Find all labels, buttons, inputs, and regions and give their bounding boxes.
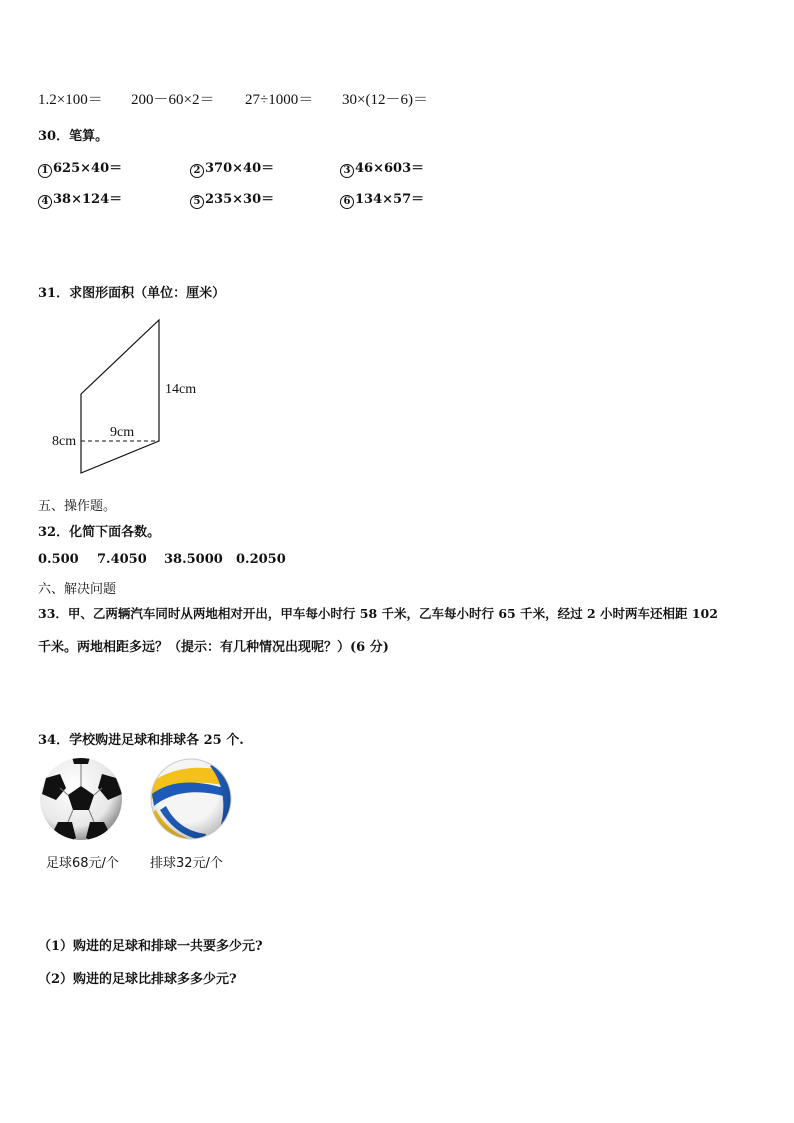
section-5-heading: 五、操作题。 <box>38 499 117 514</box>
trapezoid-figure <box>40 312 220 482</box>
football-caption: 足球68元/个 <box>46 856 119 871</box>
q34-sub-1: （1）购进的足球和排球一共要多少元? <box>38 939 263 954</box>
q32-title: 32．化简下面各数。 <box>38 525 161 540</box>
oral-calc-3: 27÷1000＝ <box>245 92 314 108</box>
circled-number: 5 <box>190 195 204 209</box>
oral-calc-2: 200－60×2＝ <box>131 92 215 108</box>
q32-number-2: 7.4050 <box>97 552 147 567</box>
q30-item-3 <box>340 157 424 178</box>
oral-calc-1: 1.2×100＝ <box>38 92 103 108</box>
q30-expr: 235×30＝ <box>205 192 275 207</box>
q32-number-3: 38.5000 <box>164 552 223 567</box>
trapezoid-shape <box>81 320 159 473</box>
q32-number-4: 0.2050 <box>236 552 286 567</box>
q30-item-2 <box>190 157 274 178</box>
q33-line-2: 千米。两地相距多远？（提示：有几种情况出现呢？）(6 分) <box>38 640 389 655</box>
q30-item-1 <box>38 157 122 178</box>
section-6-heading: 六、解决问题 <box>38 582 117 597</box>
circled-number: 6 <box>340 195 354 209</box>
football-icon <box>38 756 124 842</box>
circled-number: 4 <box>38 195 52 209</box>
q30-item-4 <box>38 188 122 209</box>
q30-title: 30．笔算。 <box>38 129 109 144</box>
q32-number-1: 0.500 <box>38 552 79 567</box>
circled-number: 2 <box>190 164 204 178</box>
circled-number: 3 <box>340 164 354 178</box>
q30-expr: 370×40＝ <box>205 161 275 176</box>
volleyball-icon <box>148 756 234 842</box>
q34-title: 34．学校购进足球和排球各 25 个. <box>38 733 244 748</box>
label-14cm: 14cm <box>165 382 197 397</box>
label-8cm: 8cm <box>52 434 77 449</box>
q30-expr: 38×124＝ <box>53 192 123 207</box>
circled-number: 1 <box>38 164 52 178</box>
q34-sub-2: （2）购进的足球比排球多多少元? <box>38 972 237 987</box>
volleyball-caption: 排球32元/个 <box>150 856 223 871</box>
q30-expr: 625×40＝ <box>53 161 123 176</box>
oral-calc-4: 30×(12－6)＝ <box>342 92 428 108</box>
q30-expr: 46×603＝ <box>355 161 425 176</box>
q33-line-1: 33．甲、乙两辆汽车同时从两地相对开出，甲车每小时行 58 千米，乙车每小时行 65 千米，经过 2 小时两车还相距 102 <box>38 606 718 621</box>
q30-item-5 <box>190 188 274 209</box>
q30-expr: 134×57＝ <box>355 192 425 207</box>
label-9cm: 9cm <box>110 425 135 440</box>
q30-item-6 <box>340 188 424 209</box>
q31-title: 31．求图形面积（单位：厘米） <box>38 286 226 301</box>
